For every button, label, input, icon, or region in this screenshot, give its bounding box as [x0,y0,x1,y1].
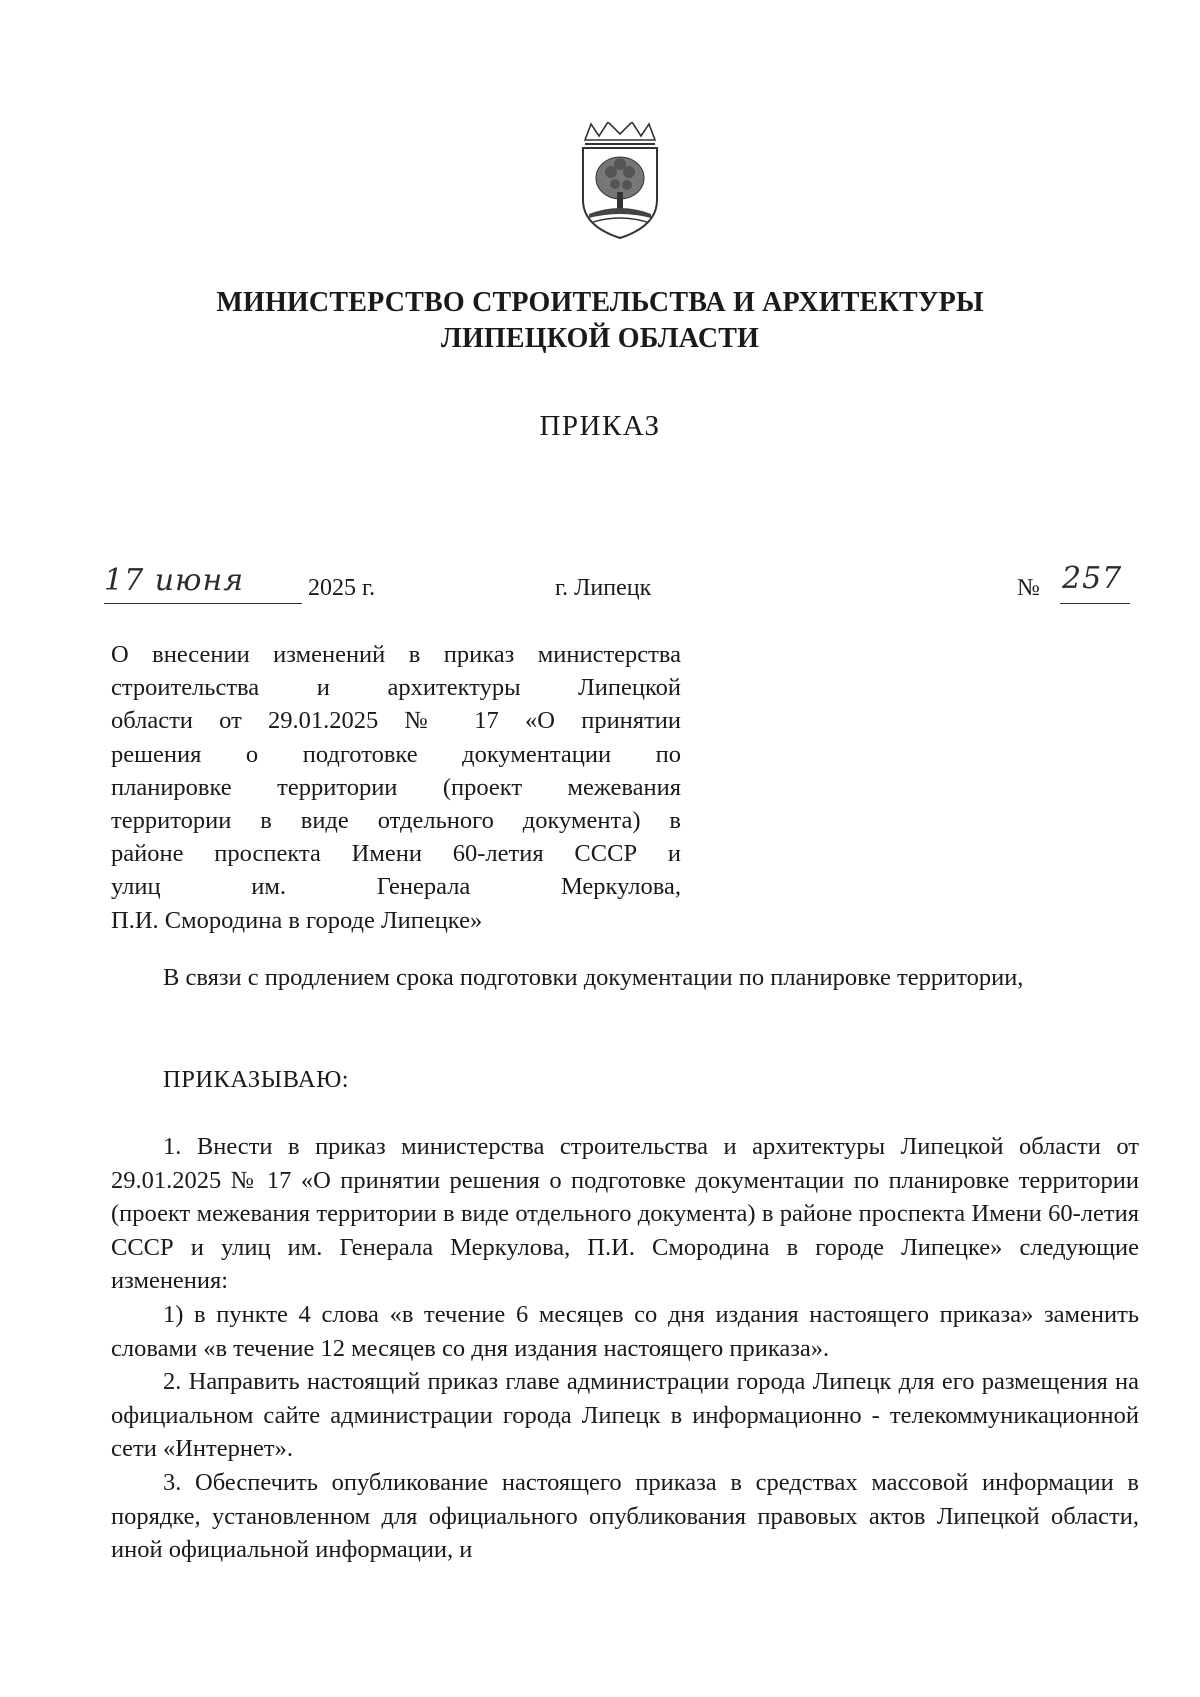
subject-line: строительства и архитектуры Липецкой [111,674,681,702]
order-directive: ПРИКАЗЫВАЮ: [163,1066,350,1093]
ministry-name-line1: МИНИСТЕРСТВО СТРОИТЕЛЬСТВА И АРХИТЕКТУРЫ [216,287,984,318]
number-sign: № [1017,575,1040,601]
order-items [111,1130,1139,1567]
ministry-name-line2: ЛИПЕЦКОЙ ОБЛАСТИ [440,323,760,354]
handwritten-date: 17 июня [104,563,245,598]
subject-line: области от 29.01.2025 № 17 «О принятии [111,707,681,735]
date-number-row [0,561,1200,615]
subject-line: П.И. Смородина в городе Липецке» [111,906,483,934]
basis-paragraph: В связи с продлением срока подготовки документации по планировке территории, [163,964,1024,991]
order-item-1: 1. Внести в приказ министерства строительства и архитектуры Липецкой области от 29.01.2025 № 17 «О принятии решения о подготовке документации по планировке территории (проект межевания территории в виде отдельного документа) в районе проспекта Имени 60-летия СССР и улиц им. Генерала Меркулова, П.И. Смородина в городе Липецке» следующие изменения: [111,1133,1139,1295]
subject-line: улиц им. Генерала Меркулова, [111,873,681,901]
coat-of-arms-emblem [575,122,665,242]
order-item-1-sub-1: 1) в пункте 4 слова «в течение 6 месяцев со дня издания настоящего приказа» заменить словами «в течение 12 месяцев со дня издания настоящего приказа». [111,1300,1139,1362]
order-item-2: 2. Направить настоящий приказ главе администрации города Липецк для его размещения на официальном сайте администрации города Липецк в информационно - телекоммуникационной сети «Интернет». [111,1368,1139,1463]
subject-line: планировке территории (проект межевания [111,773,681,801]
date-year: 2025 г. [308,575,376,601]
subject-line: территории в виде отдельного документа) в [111,806,681,834]
handwritten-number: 257 [1062,561,1123,596]
date-underline [104,603,302,604]
city-name: г. Липецк [555,575,652,601]
subject-line: О внесении изменений в приказ министерства [111,641,681,668]
order-subject [111,638,681,937]
subject-line: решения о подготовке документации по [111,740,681,768]
subject-line: районе проспекта Имени 60-летия СССР и [111,840,681,868]
document-type-title: ПРИКАЗ [539,410,661,442]
order-item-3: 3. Обеспечить опубликование настоящего приказа в средствах массовой информации в порядке, установленном для официального опубликования правовых актов Липецкой области, иной официальной информации, и [111,1468,1139,1564]
order-basis [111,961,1139,995]
number-underline [1060,603,1130,604]
